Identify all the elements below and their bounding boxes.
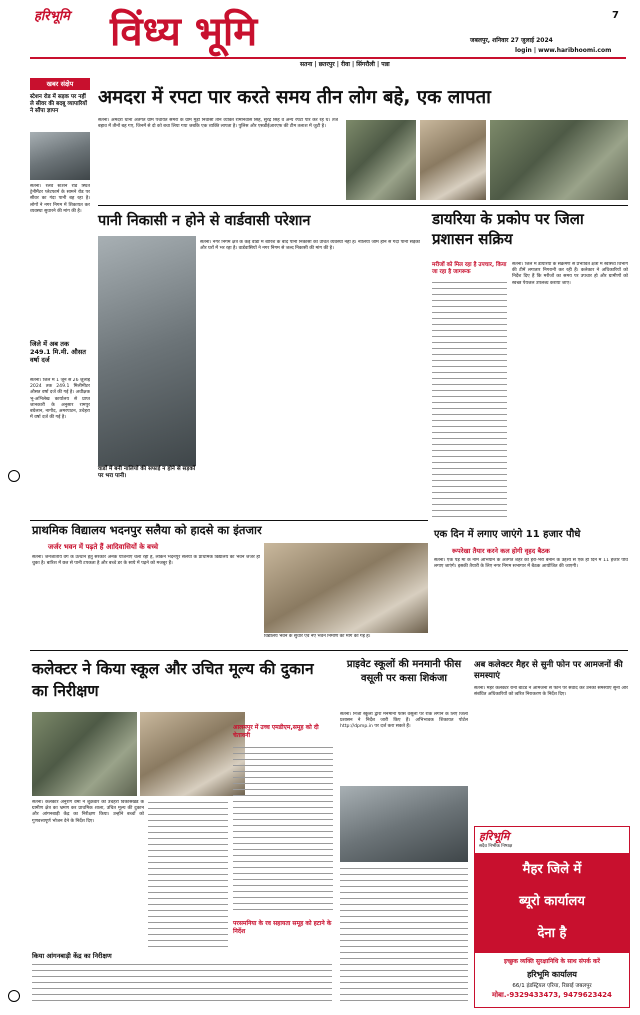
water-caption: वार्डों में बनी नालियों की सफाई न होने से सड़कों पर भरा पानी।: [98, 466, 196, 479]
collector-subhead-2: परसमनिया के रव सहायता समूह को हटाने के निर्देश: [233, 920, 332, 935]
ad-contact-head: इच्छुक व्यक्ति सुरक्षानिधि के साथ संपर्क करें: [504, 958, 600, 965]
private-school-headline: प्राइवेट स्कूलों की मनमानी फीस वसूली पर कसा शिकंजा: [346, 659, 462, 684]
school-photo: [264, 543, 428, 633]
collector-subhead-3: किया आंगनबाड़ी केंद्र का निरीक्षण: [32, 952, 112, 960]
trees-headline: एक दिन में लगाए जाएंगे 11 हजार पौधे: [434, 529, 581, 540]
registration-mark-bottom: [8, 990, 20, 1002]
diarrhea-body: सतना। जिले में डायरिया के संक्रमण से प्रभावित क्षेत्रों में स्वास्थ्य विभाग की टीमें लगातार निगरानी कर रही हैं। कलेक्टर ने अधिकारियों को निर्देश दिए हैं कि मरीजों का समय पर उपचार हो और ग्रामीणों को स्वच्छ पेयजल उपलब्ध कराया जाए।: [512, 262, 628, 286]
registration-mark-top: [8, 470, 20, 482]
private-school-photo: [340, 786, 468, 862]
masthead-rule: [30, 57, 626, 59]
page-number: 7: [612, 10, 619, 21]
school-caption: विद्यालय भवन के सुधार एवं नए भवन निर्माण की मांग की गई है।: [264, 634, 371, 639]
brief1-title: स्टेशन रोड में सड़क पर नहीं ले सीवर की बदबू व्यापारियों ने सौंपा ज्ञापन: [30, 94, 87, 114]
water-body: सतना। नगर निगम क्षेत्र के कई वार्डों में बारिश के बाद पानी निकासी की उचित व्यवस्था नहीं है। नालियां जाम होने से गंदा पानी सड़कों और घरों में भर रहा है। वार्डवासियों ने नगर निगम से जल्द निकासी की मांग की है।: [200, 240, 420, 252]
ad-banner: [475, 853, 629, 953]
water-headline: पानी निकासी न होने से वार्डवासी परेशान: [98, 213, 311, 229]
ad-line-3: देना है: [537, 926, 567, 941]
brief2-title: जिले में अब तक 249.1 मि.मी. औसत वर्षा दर्ज: [30, 340, 90, 364]
divider-collector: [30, 650, 628, 651]
school-body: सतना। जनजातीय वर्ग के उत्थान हेतु सरकार अनेक योजनाएं चला रही है, लेकिन भदनपुर सलैया के प्राथमिक विद्यालय का भवन जर्जर हो चुका है। बारिश में छत से पानी टपकता है और बच्चे डर के साये में पढ़ने को मजबूर हैं।: [32, 555, 260, 567]
private-school-body: सतना। निजी स्कूलों द्वारा मनमानी फीस वसूली पर रोक लगाने के लिए जिला प्रशासन ने निर्देश जारी किए हैं। अभिभावक शिकायत पोर्टल http://dpmp.in पर दर्ज करा सकते हैं।: [340, 712, 468, 730]
collector-body-right: [233, 745, 333, 915]
lead-photo-2: [420, 120, 486, 200]
ad-tagline: सदैव निर्भीक निष्पक्ष: [479, 844, 513, 849]
sidebar-label: खबर संक्षेप: [30, 78, 90, 90]
lead-headline: अमदरा में रपटा पार करते समय तीन लोग बहे, एक लापता: [98, 87, 491, 108]
private-school-body-cont: [340, 866, 468, 1006]
bureau-ad: [474, 826, 630, 1008]
sidebar: [30, 78, 90, 476]
trees-subhead: रूपरेखा तैयार करने कल होगी वृहद बैठक: [452, 547, 550, 555]
maihar-body: सतना। मैहर कलेक्टर रानी बाटड ने आमजनों से फोन पर संवाद कर उनकी समस्याएं सुनीं और संबंधित अधिकारियों को त्वरित निराकरण के निर्देश दिए।: [474, 686, 628, 698]
edition-date: जबलपुर, शनिवार 27 जुलाई 2024: [470, 37, 553, 44]
diarrhea-body-cont: [432, 280, 507, 520]
brief1-body: सतना। रेलवे स्टेशन रोड स्थित ट्रेनीमैंटर प्लेटफार्म के सामने रोड पर सीवर का गंदा पानी बह रहा है। लोगों ने नगर निगम में शिकायत कर व्यवस्था सुधारने की मांग की है।: [30, 184, 90, 214]
collector-body: सतना। कलेक्टर अनुराग वर्मा ने शुक्रवार को उचेहरा विकासखंड के ग्रामीण क्षेत्र का भ्रमण कर प्राथमिक शाला, उचित मूल्य की दुकान और आंगनबाड़ी केंद्र का निरीक्षण किया। उन्होंने बच्चों को गुणवत्तापूर्ण भोजन देने के निर्देश दिए।: [32, 800, 144, 824]
water-photo: [98, 236, 196, 466]
brief2-body: सतना। जिले में 1 जून से 26 जुलाई 2024 तक 249.1 मिलीमीटर औसत वर्षा दर्ज की गई है। अधीक्षक भू-अभिलेख कार्यालय से प्राप्त जानकारी के अनुसार रामपुर बघेलान, नागौद, अमरपाटन, उचेहरा में वर्षा दर्ज की गई है।: [30, 378, 90, 421]
ad-line-2: ब्यूरो कार्यालय: [519, 894, 585, 909]
ad-phone[interactable]: मोबा.-9329433473, 9479623424: [492, 991, 612, 999]
masthead-title: विंध्य भूमि: [110, 8, 258, 55]
diarrhea-headline: डायरिया के प्रकोप पर जिला प्रशासन सक्रिय: [432, 210, 584, 248]
ad-line-1: मैहर जिले में: [522, 862, 582, 877]
ad-brand: हरिभूमि: [479, 830, 510, 843]
maihar-headline: अब कलेक्टर मैहर से सुनी फोन पर आमजनों की समस्याएं: [474, 660, 623, 681]
site-link[interactable]: login | www.haribhoomi.com: [515, 47, 612, 54]
masthead: [0, 0, 640, 68]
collector-photo-1: [32, 712, 137, 796]
collector-headline: कलेक्टर ने किया स्कूल और उचित मूल्य की दुकान का निरीक्षण: [32, 660, 314, 700]
lead-photo-3: [490, 120, 628, 200]
divider-lead: [98, 205, 628, 206]
diarrhea-subhead: मरीजों को मिल रहा है उपचार, किया जा रहा है जागरूक: [432, 262, 507, 275]
haribhoomi-logo: हरिभूमि: [34, 9, 70, 24]
trees-body: सतना। एक पेड़ मां के नाम अभियान के अंतर्गत शहर को हरा-भरा बनाने के उद्देश्य से एक ही दिन में 11 हजार पौधे लगाए जाएंगे। इसकी तैयारी के लिए नगर निगम सभागार में बैठक आयोजित की जाएगी।: [434, 558, 628, 570]
edition-list: सतना | छतरपुर | रीवा | सिंगरौली | पन्ना: [300, 61, 390, 68]
collector-photo-2: [140, 712, 245, 796]
ad-office: हरिभूमि कार्यालय: [527, 970, 577, 979]
collector-body-cont: [148, 800, 228, 950]
collector-subhead-1: आलमपुर में उच्च एमडीएम,समूह को दी चेतावनी: [233, 724, 319, 739]
brief1-photo: [30, 132, 90, 180]
school-headline: प्राथमिक विद्यालय भदनपुर सलैया को हादसे का इंतजार: [32, 523, 262, 537]
school-subhead: जर्जर भवन में पढ़ते हैं आदिवासियों के बच्चे: [48, 543, 159, 551]
collector-body-bottom: [32, 962, 332, 1006]
divider-school: [30, 520, 428, 521]
ad-address: 66/1 इंडस्ट्रियल एरिया, रिछाई जबलपुर: [512, 983, 592, 989]
lead-body: सतना। अमदरा थाना अंतर्गत ग्राम पंचायत सेमरा के ग्राम मुड़ी निवासी तीन व्यक्ति रामनिवास सिंह, सुरेंद्र सिंह व अन्य रपटा पार कर रहे थे। तेज बहाव में तीनों बह गए, जिनमें से दो को बचा लिया गया जबकि एक व्यक्ति लापता है। पुलिस और एसडीईआरएफ की टीम तलाश में जुटी है।: [98, 118, 338, 130]
lead-photo-1: [346, 120, 416, 200]
